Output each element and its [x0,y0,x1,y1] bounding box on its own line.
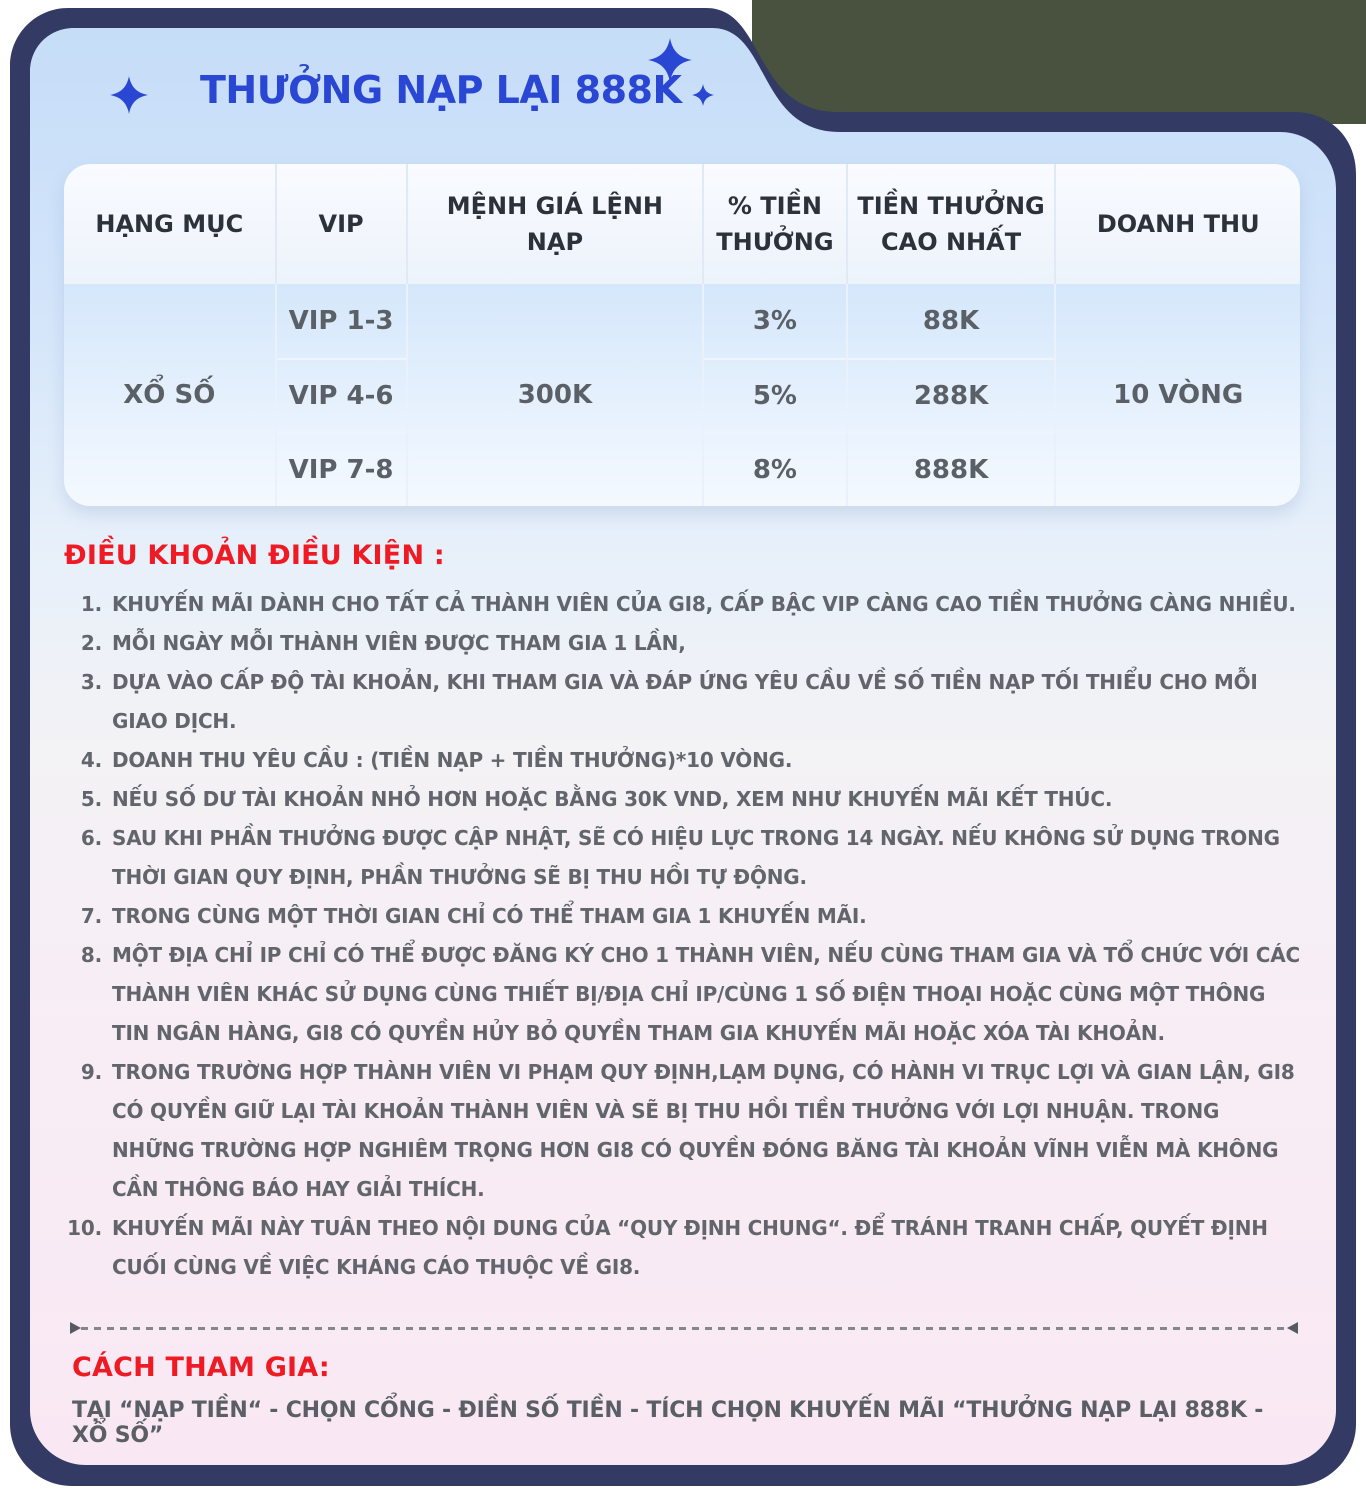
column-header-category: HẠNG MỤC [64,164,277,284]
column-header-max-bonus: TIỀN THƯỞNG CAO NHẤT [848,164,1057,284]
cell-vip-tier: VIP 1-3 [288,306,394,336]
term-text: DỰA VÀO CẤP ĐỘ TÀI KHOẢN, KHI THAM GIA VÀ ĐÁP ỨNG YÊU CẦU VỀ SỐ TIỀN NẠP TỐI THIỂU CHO MỖI GIAO DỊCH. [112,670,1258,733]
percent-column [704,284,847,506]
term-item [64,663,1308,741]
terms-heading: ĐIỀU KHOẢN ĐIỀU KIỆN : [64,540,445,571]
term-text: KHUYẾN MÃI DÀNH CHO TẤT CẢ THÀNH VIÊN CỦA GI8, CẤP BẬC VIP CÀNG CAO TIỀN THƯỞNG CÀNG NHIỀU. [112,592,1296,616]
cell-turnover: 10 VÒNG [1113,380,1244,410]
term-item [64,1209,1308,1287]
cell-vip-tier: VIP 4-6 [277,358,406,432]
cell-max-bonus: 888K [848,432,1055,506]
sparkle-icon-large [648,38,692,82]
term-text: SAU KHI PHẦN THƯỞNG ĐƯỢC CẬP NHẬT, SẼ CÓ HIỆU LỰC TRONG 14 NGÀY. NẾU KHÔNG SỬ DỤNG TRONG THỜI GIAN QUY ĐỊNH, PHẦN THƯỞNG SẼ BỊ THU HỒI TỰ ĐỘNG. [112,826,1280,889]
term-item [64,780,1308,819]
sparkle-icon-left [110,76,148,114]
dashed-divider [70,1322,1298,1334]
terms-list [64,585,1308,1287]
term-number: 9. [80,1060,102,1084]
term-number: 3. [80,670,102,694]
term-number: 10. [67,1216,102,1240]
term-item [64,819,1308,897]
vip-column [277,284,408,506]
column-header-percent: % TIỀN THƯỞNG [704,164,847,284]
column-header-vip: VIP [277,164,408,284]
term-number: 7. [80,904,102,928]
term-text: NẾU SỐ DƯ TÀI KHOẢN NHỎ HƠN HOẶC BẰNG 30K VND, XEM NHƯ KHUYẾN MÃI KẾT THÚC. [112,787,1113,811]
term-number: 8. [80,943,102,967]
divider-arrow-right-icon [1287,1322,1298,1334]
bonus-table-header-row [64,164,1300,284]
how-to-text: TẠI “NẠP TIỀN“ - CHỌN CỔNG - ĐIỀN SỐ TIỀN - TÍCH CHỌN KHUYẾN MÃI “THƯỞNG NẠP LẠI 888K - XỔ SỐ” [72,1398,1264,1448]
term-item [64,624,1308,663]
terms-section [64,540,1308,1287]
cell-max-bonus: 288K [848,358,1055,432]
divider-dashes [81,1327,1287,1330]
term-number: 6. [80,826,102,850]
cell-category: XỔ SỐ [64,284,277,506]
term-text: MỖI NGÀY MỖI THÀNH VIÊN ĐƯỢC THAM GIA 1 LẦN, [112,631,686,655]
sparkle-icon-small [692,84,714,106]
term-text: TRONG TRƯỜNG HỢP THÀNH VIÊN VI PHẠM QUY ĐỊNH,LẠM DỤNG, CÓ HÀNH VI TRỤC LỢI VÀ GIAN LẬN, GI8 CÓ QUYỀN GIỮ LẠI TÀI KHOẢN THÀNH VIÊN VÀ SẼ BỊ THU HỒI TIỀN THƯỞNG VỚI LỢI NHUẬN. TRONG NHỮNG TRƯỜNG HỢP NGHIÊM TRỌNG HƠN GI8 CÓ QUYỀN ĐÓNG BĂNG TÀI KHOẢN VĨNH VIỄN MÀ KHÔNG CẦN THÔNG BÁO HAY GIẢI THÍCH. [112,1060,1295,1201]
column-header-deposit: MỆNH GIÁ LỆNH NẠP [408,164,705,284]
term-text: KHUYẾN MÃI NÀY TUÂN THEO NỘI DUNG CỦA “QUY ĐỊNH CHUNG“. ĐỂ TRÁNH TRANH CHẤP, QUYẾT ĐỊNH CUỐI CÙNG VỀ VIỆC KHÁNG CÁO THUỘC VỀ GI8. [112,1216,1268,1279]
cell-deposit: 300K [408,284,705,506]
how-to-heading: CÁCH THAM GIA: [72,1352,330,1383]
term-text: TRONG CÙNG MỘT THỜI GIAN CHỈ CÓ THỂ THAM GIA 1 KHUYẾN MÃI. [112,904,867,928]
term-number: 2. [80,631,102,655]
cell-percent: 8% [704,432,845,506]
max-bonus-column [848,284,1057,506]
cell-max-bonus: 88K [922,306,980,336]
cell-percent: 3% [752,306,797,336]
term-item [64,741,1308,780]
term-item [64,585,1308,624]
term-number: 1. [80,592,102,616]
cell-percent: 5% [704,358,845,432]
term-text: MỘT ĐỊA CHỈ IP CHỈ CÓ THỂ ĐƯỢC ĐĂNG KÝ CHO 1 THÀNH VIÊN, NẾU CÙNG THAM GIA VÀ TỔ CHỨC VỚI CÁC THÀNH VIÊN KHÁC SỬ DỤNG CÙNG THIẾT BỊ/ĐỊA CHỈ IP/CÙNG 1 SỐ ĐIỆN THOẠI HOẶC CÙNG MỘT THÔNG TIN NGÂN HÀNG, GI8 CÓ QUYỀN HỦY BỎ QUYỀN THAM GIA KHUYẾN MÃI HOẶC XÓA TÀI KHOẢN. [112,943,1301,1045]
bonus-table [64,164,1300,506]
term-number: 4. [80,748,102,772]
term-item [64,897,1308,936]
term-item [64,1053,1308,1209]
term-text: DOANH THU YÊU CẦU : (TIỀN NẠP + TIỀN THƯỞNG)*10 VÒNG. [112,748,793,772]
page-title: THƯỞNG NẠP LẠI 888K [200,68,682,112]
bonus-table-body [64,284,1300,506]
term-number: 5. [80,787,102,811]
term-item [64,936,1308,1053]
divider-arrow-left-icon [70,1322,81,1334]
column-header-turnover: DOANH THU [1096,210,1260,238]
cell-vip-tier: VIP 7-8 [277,432,406,506]
